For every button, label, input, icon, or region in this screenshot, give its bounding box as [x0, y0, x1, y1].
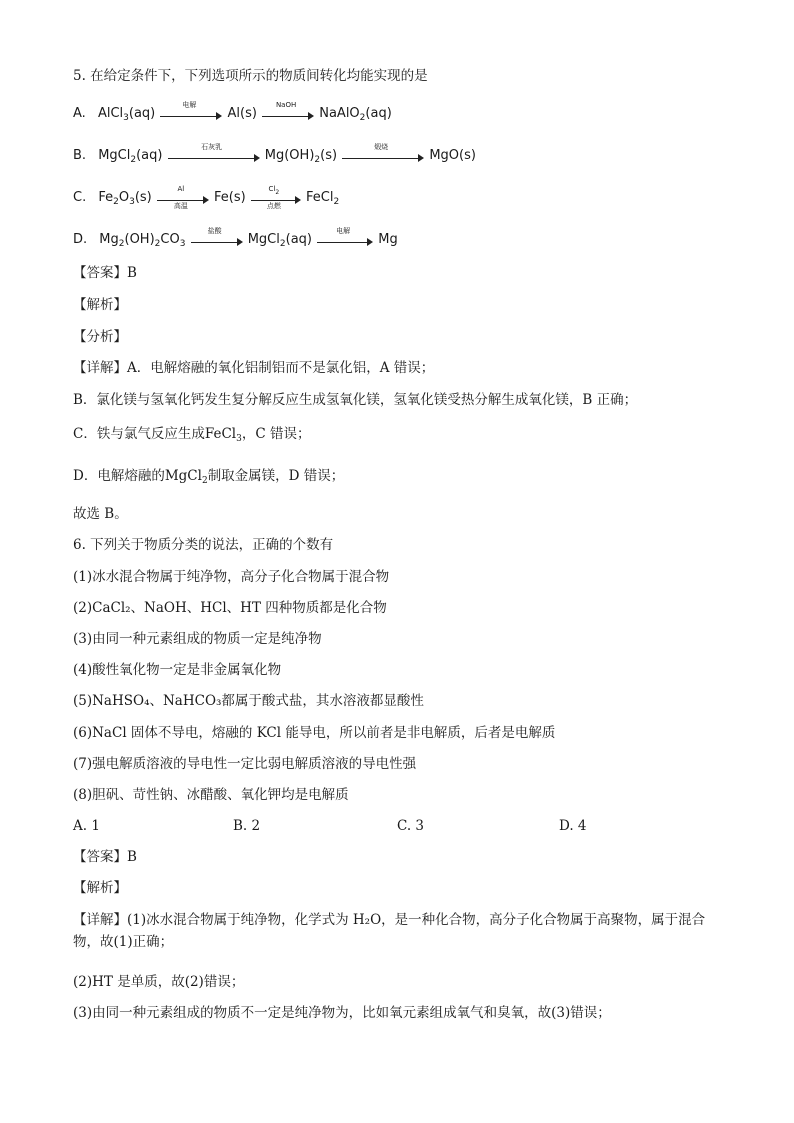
q6-item: (3)由同一种元素组成的物质一定是纯净物: [73, 631, 322, 647]
choice-a: A. 1: [73, 818, 100, 834]
q5-option-b: B. MgCl$_2$(aq) 石灰乳 $Mg(OH)_2(s)$ 煅烧 MgO(s): [73, 142, 476, 165]
q5-option-a: A. AlCl$_3$(aq) 电解 Al(s) NaOH NaAlO$_2$(aq): [73, 100, 392, 123]
q6-item: (1)冰水混合物属于纯净物，高分子化合物属于混合物: [73, 569, 390, 585]
q6-item: (5)NaHSO₄、NaHCO₃都属于酸式盐，其水溶液都显酸性: [73, 693, 424, 709]
q6-detail-1: 【详解】(1)冰水混合物属于纯净物，化学式为 H₂O，是一种化合物，高分子化合物属于高聚物，属于混合物，故(1)正确；: [73, 912, 706, 950]
reaction-arrow-icon: NaOH: [262, 108, 314, 120]
q6-detail-3: (3)由同一种元素组成的物质不一定是纯净物为，比如氧元素组成氧气和臭氧，故(3)错误；: [73, 1005, 611, 1021]
option-letter: D.: [73, 232, 88, 247]
q5-option-c: C. $Fe_2O_3(s)$ Al 高温 Fe(s) $Cl_2$ 点燃 FeCl$_2$: [73, 184, 340, 210]
option-letter: C.: [73, 190, 87, 205]
option-letter: A.: [73, 106, 86, 121]
choice-b: B. 2: [233, 818, 261, 834]
q6-item: (4)酸性氧化物一定是非金属氧化物: [73, 662, 282, 678]
reaction-arrow-icon: 盐酸: [191, 234, 243, 246]
q5-detail-d: D．电解熔融的MgCl$_2$制取金属镁，D 错误；: [73, 468, 345, 486]
reaction-arrow-icon: 电解: [160, 108, 222, 120]
q6-item: (6)NaCl 固体不导电，熔融的 KCl 能导电，所以前者是非电解质，后者是电解质: [73, 725, 556, 741]
q5-detail-b: B．氯化镁与氢氧化钙发生复分解反应生成氢氧化镁，氢氧化镁受热分解生成氧化镁，B 正确；: [73, 392, 638, 408]
q5-jiexi: 【解析】: [73, 297, 127, 313]
q6-item: (8)胆矾、苛性钠、冰醋酸、氧化钾均是电解质: [73, 787, 349, 803]
q5-conclusion: 故选 B。: [73, 506, 128, 522]
q5-answer: 【答案】B: [73, 265, 137, 281]
option-letter: B.: [73, 148, 87, 163]
q6-jiexi: 【解析】: [73, 880, 127, 896]
q5-detail-a: 【详解】A．电解熔融的氧化铝制铝而不是氯化铝，A 错误；: [73, 360, 435, 376]
q6-item: (7)强电解质溶液的导电性一定比弱电解质溶液的导电性强: [73, 756, 417, 772]
reaction-arrow-icon: 石灰乳: [168, 150, 260, 162]
reaction-arrow-icon: 煅烧: [342, 150, 424, 162]
q5-option-d: D. $Mg_2(OH)_2CO_3$ 盐酸 MgCl$_2$(aq) 电解 Mg: [73, 226, 398, 249]
reaction-arrow-icon: $Cl_2$ 点燃: [251, 192, 301, 204]
q6-stem: 6. 下列关于物质分类的说法，正确的个数有: [73, 537, 334, 553]
q6-answer: 【答案】B: [73, 849, 137, 865]
q5-detail-c: C．铁与氯气反应生成FeCl$_3$，C 错误；: [73, 426, 311, 444]
reaction-arrow-icon: Al 高温: [157, 192, 209, 204]
choice-c: C. 3: [397, 818, 425, 834]
q6-item: (2)CaCl₂、NaOH、HCl、HT 四种物质都是化合物: [73, 600, 387, 616]
reaction-arrow-icon: 电解: [317, 234, 373, 246]
q5-stem: 5. 在给定条件下，下列选项所示的物质间转化均能实现的是: [73, 68, 428, 84]
q6-detail-2: (2)HT 是单质，故(2)错误；: [73, 974, 245, 990]
choice-d: D. 4: [559, 818, 587, 834]
q5-fenxi: 【分析】: [73, 329, 127, 345]
